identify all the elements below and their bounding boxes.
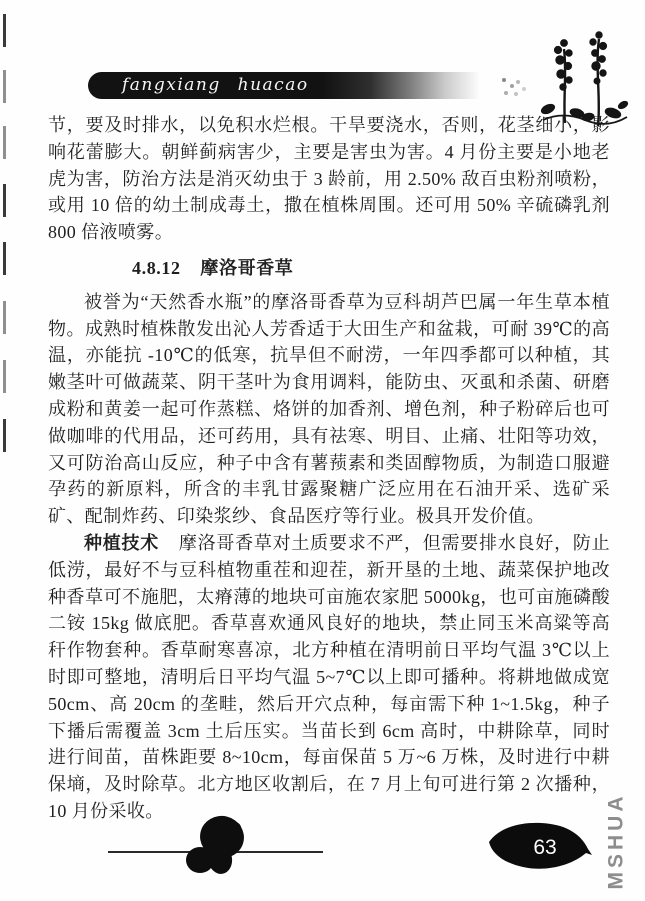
page-number-leaf-icon xyxy=(487,820,593,874)
paragraph-intro: 被誉为“天然香水瓶”的摩洛哥香草为豆科胡芦巴属一年生草本植物。成熟时植株散发出沁人芳香适于大田生产和盆栽，可耐 39℃的高温，亦能抗 -10℃的低寒，抗旱但不耐涝，一年四季都可以种植，其嫩茎叶可做蔬菜、阴干茎叶为食用调料，能防虫、灭虱和杀菌、研磨成粉和黄姜一起可作蒸糕、烙饼的加香剂、增色剂，种子粉碎后也可做咖啡的代用品，还可药用，具有祛寒、明目、止痛、壮阳等功效，又可防治高山反应，种子中含有薯蓣素和类固醇物质，为制造口服避孕药的新原料，所含的丰乳甘露聚糖广泛应用在石油开采、选矿采矿、配制炸药、印染浆纱、食品医疗等行业。极具开发价值。 xyxy=(48,291,610,527)
series-title: fangxiang huacao xyxy=(122,75,309,95)
paragraph-planting xyxy=(48,530,610,825)
page-body xyxy=(48,112,610,825)
planting-run-in-label: 种植技术 xyxy=(84,532,160,553)
section-heading xyxy=(48,255,610,282)
section-title: 摩洛哥香草 xyxy=(200,257,294,278)
watermark xyxy=(592,780,640,901)
header-banner xyxy=(88,72,480,99)
watermark-text: MSHUA xyxy=(604,792,627,890)
planting-text: 摩洛哥香草对土质要求不严，但需要排水良好，防止低涝，最好不与豆科植物重茬和迎茬，新开垦的土地、蔬菜保护地改种香草可不施肥，太瘠薄的地块可亩施农家肥 5000kg，也可亩施磷酸二铵 15kg 做底肥。香草喜欢通风良好的地块，禁止同玉米高粱等高秆作物套种。香草耐寒喜凉，北方种植在清明前日平均气温 3℃以上时即可整地，清明后日平均气温 5~7℃以上即可播种。将耕地做成宽 50cm、高 20cm 的垄畦，然后开穴点种，每亩需下种 1~1.5kg，种子下播后需覆盖 3cm 土后压实。当苗长到 6cm 高时，中耕除草，同时进行间苗，苗株距要 8~10cm，每亩保苗 5 万~6 万株，及时进行中耕保墒，及时除草。北方地区收割后，在 7 月上旬可进行第 2 次播种，10 月份采收。 xyxy=(48,532,610,821)
ink-blot-icon xyxy=(182,813,254,881)
paragraph-continuation: 节，要及时排水，以免积水烂根。干旱要浇水，否则，花茎细小，影响花蕾膨大。朝鲜蓟病害少，主要是害虫为害。4 月份主要是小地老虎为害，防治方法是消灭幼虫于 3 龄前，用 2.50% 敌百虫粉剂喷粉，或用 10 倍的幼土制成毒土，撒在植株周围。还可用 50% 辛硫磷乳剂 800 倍液喷雾。 xyxy=(48,115,610,243)
page-number: 63 xyxy=(533,836,557,859)
section-number: 4.8.12 xyxy=(132,257,181,278)
